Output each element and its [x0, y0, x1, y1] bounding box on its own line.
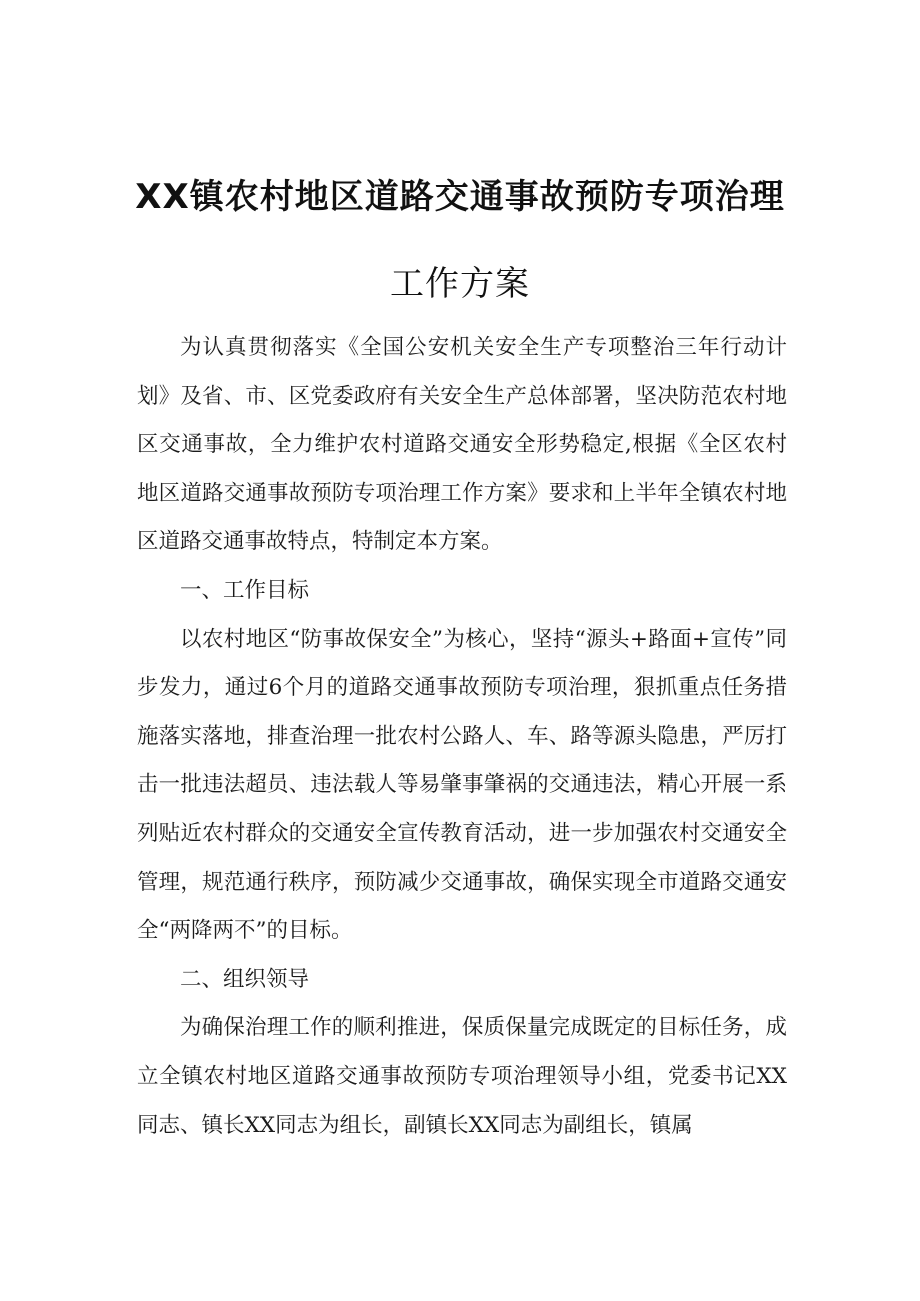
document-title-line-2: 工作方案 [390, 264, 530, 304]
intro-paragraph: 为认真贯彻落实《全国公安机关安全生产专项整治三年行动计划》及省、市、区党委政府有关安全生产总体部署，坚决防范农村地区交通事故，全力维护农村道路交通安全形势稳定,根据《全区农村地区道路交通事故预防专项治理工作方案》要求和上半年全镇农村地区道路交通事故特点，特制定本方案。 [137, 335, 787, 555]
document-title-line-1: XX镇农村地区道路交通事故预防专项治理 [135, 177, 785, 217]
goals-paragraph: 以农村地区“防事故保安全”为核心，坚持“源头+路面+宣传”同步发力，通过6个月的道路交通事故预防专项治理，狠抓重点任务措施落实落地，排查治理一批农村公路人、车、路等源头隐患，严厉打击一批违法超员、违法载人等易肇事肇祸的交通违法，精心开展一系列贴近农村群众的交通安全宣传教育活动，进一步加强农村交通安全管理，规范通行秩序，预防减少交通事故，确保实现全市道路交通安全“两降两不”的目标。 [137, 626, 787, 944]
section-heading-organization: 二、组织领导 [180, 966, 310, 992]
organization-paragraph: 为确保治理工作的顺利推进，保质保量完成既定的目标任务，成立全镇农村地区道路交通事故预防专项治理领导小组，党委书记XX同志、镇长XX同志为组长，副镇长XX同志为副组长，镇属 [137, 1015, 787, 1138]
document-body [137, 324, 787, 1150]
section-heading-goals: 一、工作目标 [180, 577, 310, 603]
